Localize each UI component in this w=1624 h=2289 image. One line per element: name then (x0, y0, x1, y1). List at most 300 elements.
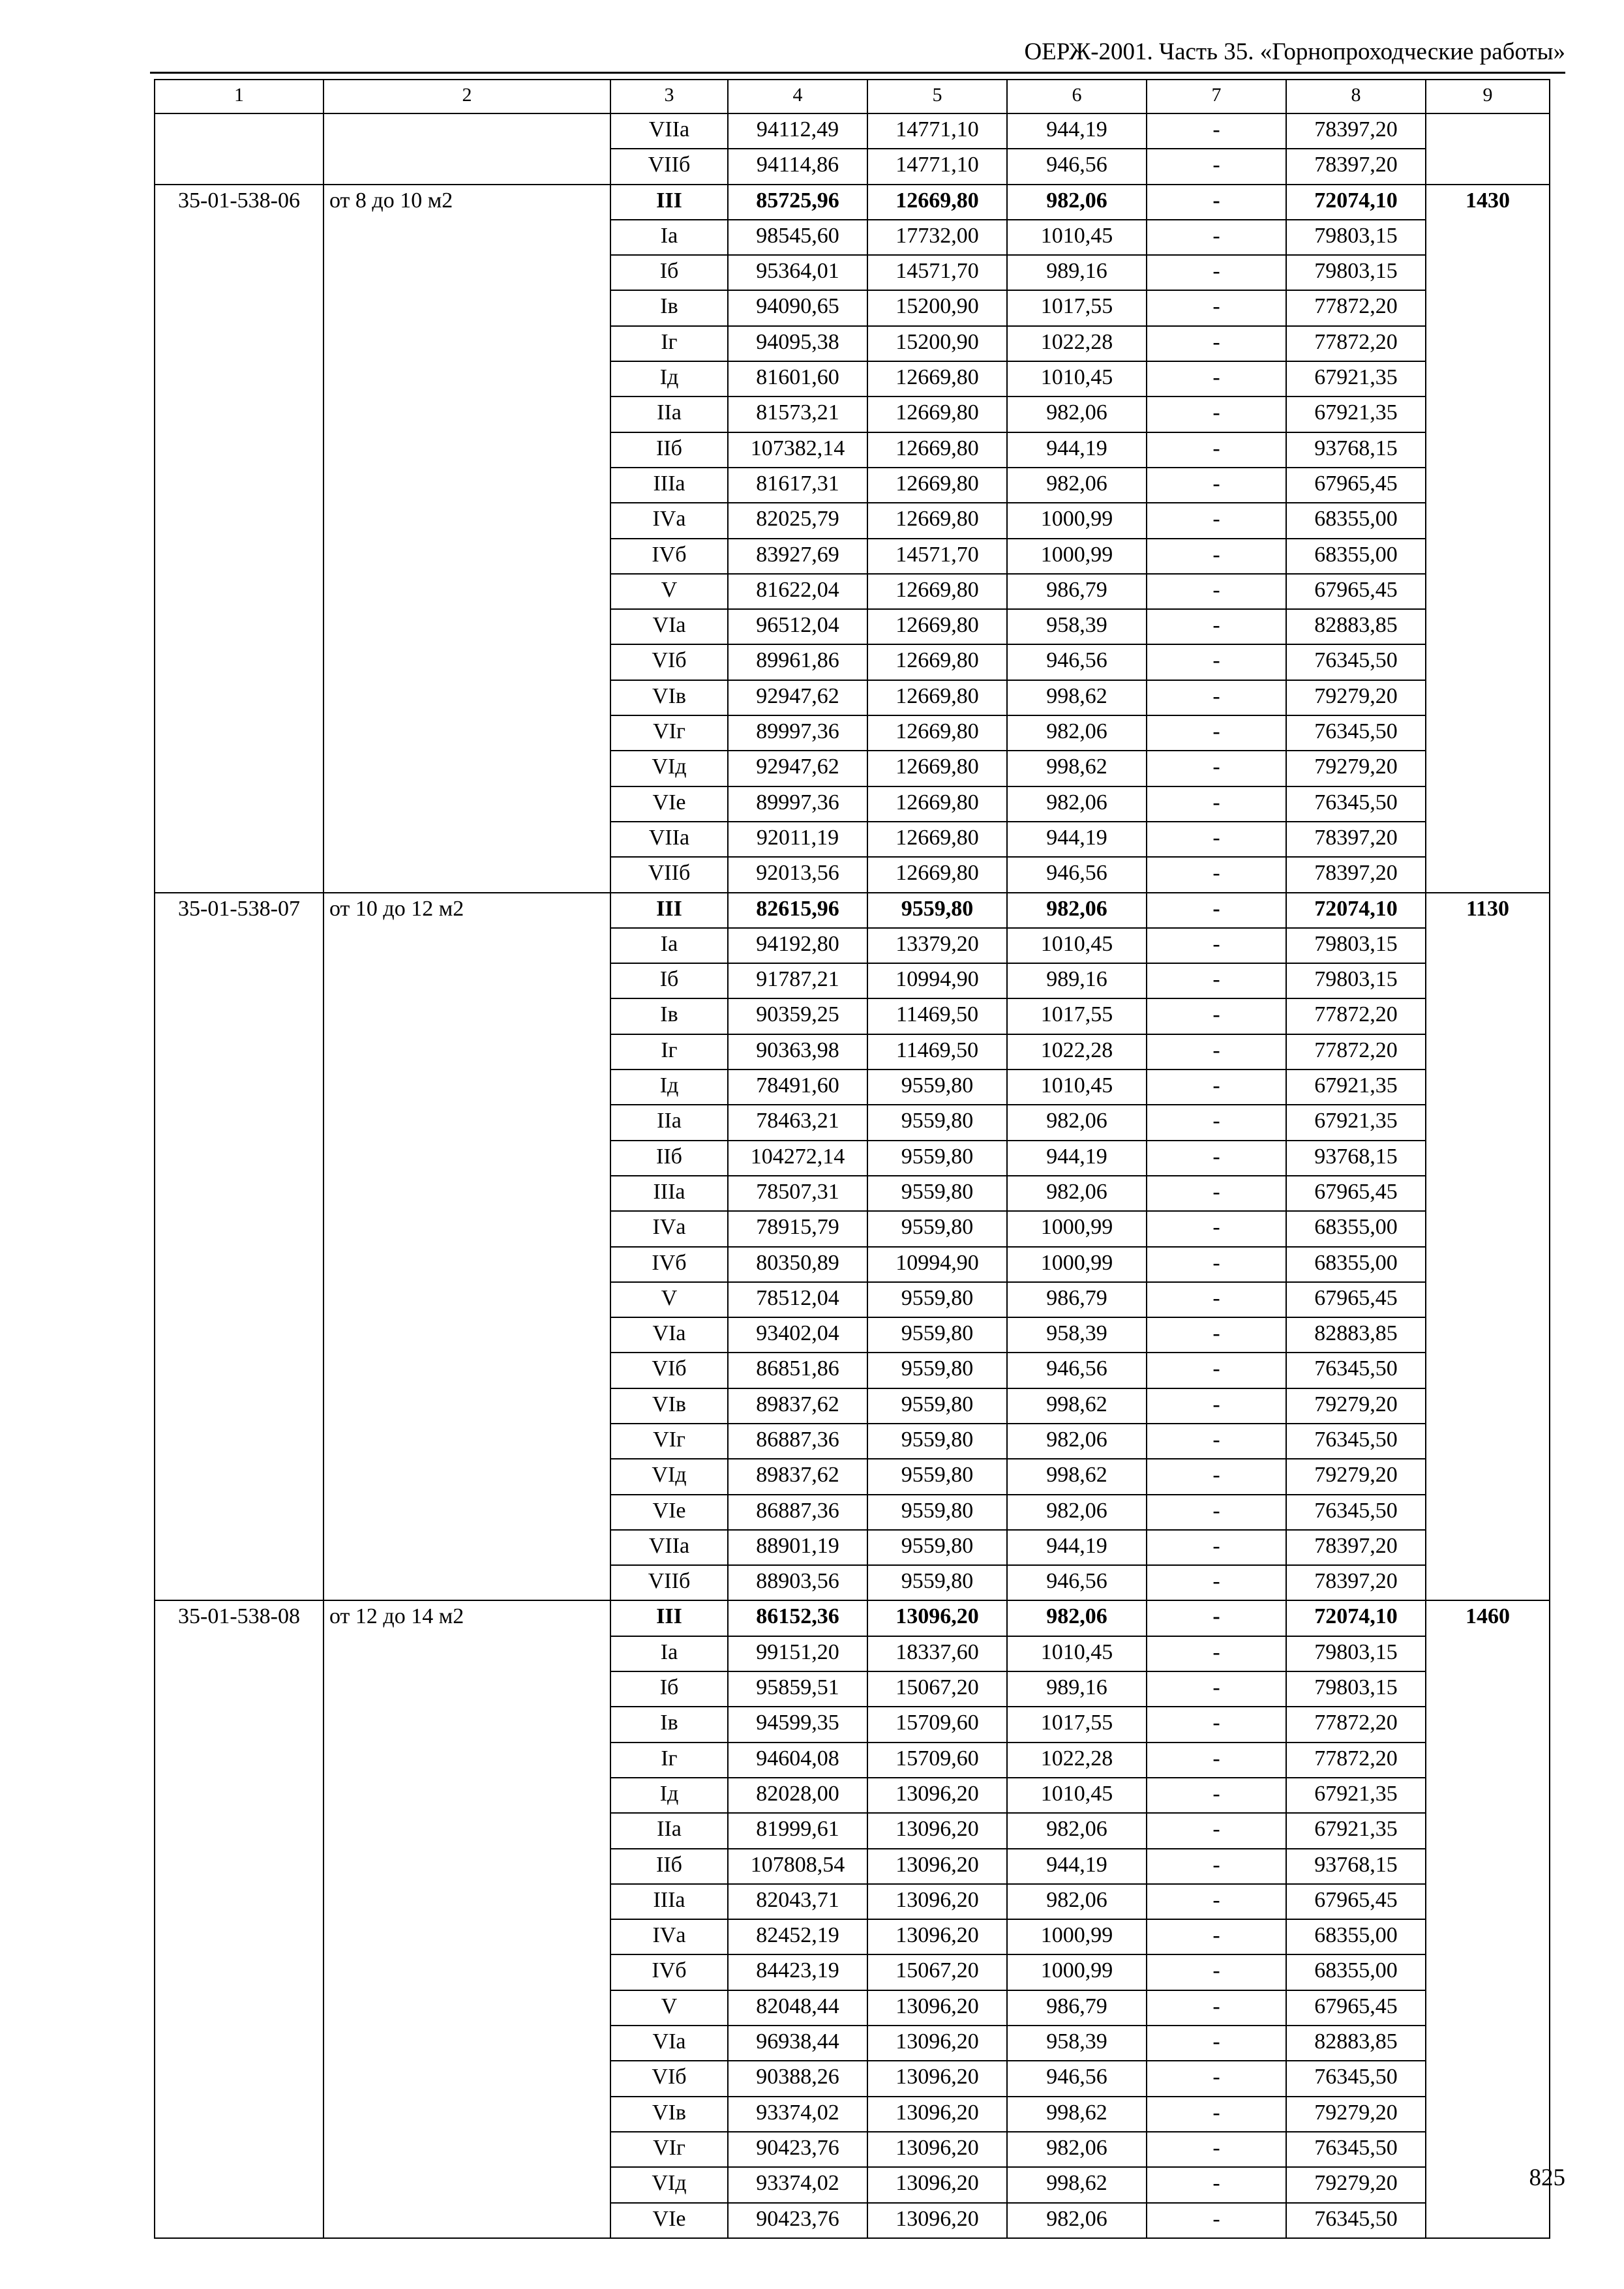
operator-wage-cell: - (1147, 1105, 1286, 1140)
category-cell: Iг (610, 326, 728, 361)
category-cell: VIг (610, 715, 728, 751)
operator-wage-cell: - (1147, 1530, 1286, 1565)
category-cell: Iб (610, 1671, 728, 1707)
operator-wage-cell: - (1147, 113, 1286, 149)
total-cost-cell: 98545,60 (728, 220, 867, 255)
category-cell: Iб (610, 963, 728, 998)
wage-cell: 15067,20 (867, 1954, 1007, 1990)
category-cell: Iб (610, 255, 728, 290)
materials-cost-cell: 79803,15 (1286, 255, 1426, 290)
machine-cost-cell: 946,56 (1007, 857, 1147, 892)
operator-wage-cell: - (1147, 574, 1286, 609)
materials-cost-cell: 76345,50 (1286, 1424, 1426, 1459)
machine-cost-cell: 982,06 (1007, 1884, 1147, 1919)
materials-cost-cell: 68355,00 (1286, 1954, 1426, 1990)
category-cell: V (610, 1990, 728, 2026)
category-cell: Iг (610, 1743, 728, 1778)
materials-cost-cell: 79279,20 (1286, 751, 1426, 786)
total-cost-cell: 86887,36 (728, 1495, 867, 1530)
wage-cell: 18337,60 (867, 1636, 1007, 1671)
category-cell: IVа (610, 503, 728, 538)
total-cost-cell: 78463,21 (728, 1105, 867, 1140)
operator-wage-cell: - (1147, 290, 1286, 325)
wage-cell: 9559,80 (867, 1565, 1007, 1600)
total-cost-cell: 107808,54 (728, 1849, 867, 1884)
total-cost-cell: 86887,36 (728, 1424, 867, 1459)
materials-cost-cell: 79803,15 (1286, 928, 1426, 963)
wage-cell: 9559,80 (867, 1424, 1007, 1459)
total-cost-cell: 94114,86 (728, 149, 867, 184)
labor-cost-cell: 1460 (1426, 1600, 1550, 2237)
total-cost-cell: 86152,36 (728, 1600, 867, 1636)
table-row (155, 1600, 1550, 1636)
machine-cost-cell: 946,56 (1007, 644, 1147, 680)
wage-cell: 10994,90 (867, 1247, 1007, 1282)
category-cell: VIд (610, 751, 728, 786)
category-cell: VIIа (610, 113, 728, 149)
total-cost-cell: 89997,36 (728, 786, 867, 822)
operator-wage-cell: - (1147, 185, 1286, 220)
rate-code-cell: 35-01-538-07 (155, 893, 323, 1601)
machine-cost-cell: 1017,55 (1007, 290, 1147, 325)
materials-cost-cell: 77872,20 (1286, 290, 1426, 325)
wage-cell: 13096,20 (867, 1600, 1007, 1636)
machine-cost-cell: 944,19 (1007, 1141, 1147, 1176)
total-cost-cell: 93374,02 (728, 2167, 867, 2202)
category-cell: VIа (610, 1317, 728, 1353)
wage-cell: 13096,20 (867, 1778, 1007, 1813)
total-cost-cell: 82028,00 (728, 1778, 867, 1813)
operator-wage-cell: - (1147, 751, 1286, 786)
wage-cell: 12669,80 (867, 396, 1007, 432)
rate-code-cell: 35-01-538-06 (155, 185, 323, 893)
materials-cost-cell: 68355,00 (1286, 1211, 1426, 1246)
operator-wage-cell: - (1147, 1353, 1286, 1388)
total-cost-cell: 92947,62 (728, 751, 867, 786)
category-cell: VIд (610, 1459, 728, 1494)
wage-cell: 12669,80 (867, 574, 1007, 609)
operator-wage-cell: - (1147, 857, 1286, 892)
machine-cost-cell: 944,19 (1007, 113, 1147, 149)
machine-cost-cell: 944,19 (1007, 432, 1147, 468)
machine-cost-cell: 958,39 (1007, 2026, 1147, 2061)
materials-cost-cell: 67965,45 (1286, 1990, 1426, 2026)
total-cost-cell: 81999,61 (728, 1813, 867, 1848)
wage-cell: 15709,60 (867, 1743, 1007, 1778)
operator-wage-cell: - (1147, 220, 1286, 255)
wage-cell: 9559,80 (867, 1317, 1007, 1353)
category-cell: Iа (610, 928, 728, 963)
category-cell: Iд (610, 1778, 728, 1813)
operator-wage-cell: - (1147, 539, 1286, 574)
materials-cost-cell: 67921,35 (1286, 1778, 1426, 1813)
operator-wage-cell: - (1147, 1743, 1286, 1778)
machine-cost-cell: 998,62 (1007, 2097, 1147, 2132)
wage-cell: 13096,20 (867, 1884, 1007, 1919)
total-cost-cell: 84423,19 (728, 1954, 867, 1990)
materials-cost-cell: 77872,20 (1286, 998, 1426, 1034)
operator-wage-cell: - (1147, 998, 1286, 1034)
materials-cost-cell: 68355,00 (1286, 539, 1426, 574)
operator-wage-cell: - (1147, 963, 1286, 998)
operator-wage-cell: - (1147, 2167, 1286, 2202)
total-cost-cell: 96938,44 (728, 2026, 867, 2061)
category-cell: VIе (610, 786, 728, 822)
table-row (155, 113, 1550, 149)
operator-wage-cell: - (1147, 1141, 1286, 1176)
wage-cell: 12669,80 (867, 609, 1007, 644)
category-cell: VIг (610, 1424, 728, 1459)
total-cost-cell: 104272,14 (728, 1141, 867, 1176)
total-cost-cell: 92011,19 (728, 822, 867, 857)
operator-wage-cell: - (1147, 149, 1286, 184)
total-cost-cell: 90423,76 (728, 2132, 867, 2167)
wage-cell: 10994,90 (867, 963, 1007, 998)
operator-wage-cell: - (1147, 2061, 1286, 2096)
category-cell: IVб (610, 539, 728, 574)
total-cost-cell: 94090,65 (728, 290, 867, 325)
machine-cost-cell: 1000,99 (1007, 503, 1147, 538)
table-body (155, 113, 1550, 2238)
machine-cost-cell: 944,19 (1007, 822, 1147, 857)
wage-cell: 12669,80 (867, 503, 1007, 538)
machine-cost-cell: 1017,55 (1007, 998, 1147, 1034)
table-row (155, 893, 1550, 928)
category-cell: VIе (610, 2203, 728, 2238)
total-cost-cell: 92013,56 (728, 857, 867, 892)
wage-cell: 9559,80 (867, 893, 1007, 928)
wage-cell: 9559,80 (867, 1530, 1007, 1565)
category-cell: IIб (610, 432, 728, 468)
operator-wage-cell: - (1147, 396, 1286, 432)
materials-cost-cell: 77872,20 (1286, 326, 1426, 361)
total-cost-cell: 81573,21 (728, 396, 867, 432)
total-cost-cell: 89997,36 (728, 715, 867, 751)
column-number-row (155, 80, 1550, 113)
operator-wage-cell: - (1147, 928, 1286, 963)
wage-cell: 15067,20 (867, 1671, 1007, 1707)
operator-wage-cell: - (1147, 1954, 1286, 1990)
category-cell: VIв (610, 680, 728, 715)
total-cost-cell: 82048,44 (728, 1990, 867, 2026)
total-cost-cell: 92947,62 (728, 680, 867, 715)
rate-description-cell: от 12 до 14 м2 (323, 1600, 610, 2237)
machine-cost-cell: 1010,45 (1007, 220, 1147, 255)
machine-cost-cell: 982,06 (1007, 893, 1147, 928)
total-cost-cell: 90423,76 (728, 2203, 867, 2238)
machine-cost-cell: 946,56 (1007, 149, 1147, 184)
materials-cost-cell: 67965,45 (1286, 1176, 1426, 1211)
category-cell: Iа (610, 1636, 728, 1671)
materials-cost-cell: 79803,15 (1286, 220, 1426, 255)
operator-wage-cell: - (1147, 1671, 1286, 1707)
materials-cost-cell: 77872,20 (1286, 1034, 1426, 1070)
wage-cell: 9559,80 (867, 1070, 1007, 1105)
category-cell: IIIа (610, 1884, 728, 1919)
machine-cost-cell: 982,06 (1007, 185, 1147, 220)
operator-wage-cell: - (1147, 1849, 1286, 1884)
operator-wage-cell: - (1147, 1600, 1286, 1636)
materials-cost-cell: 67921,35 (1286, 1105, 1426, 1140)
operator-wage-cell: - (1147, 2097, 1286, 2132)
category-cell: IIа (610, 396, 728, 432)
wage-cell: 13096,20 (867, 2167, 1007, 2202)
machine-cost-cell: 998,62 (1007, 1459, 1147, 1494)
materials-cost-cell: 68355,00 (1286, 503, 1426, 538)
wage-cell: 9559,80 (867, 1141, 1007, 1176)
machine-cost-cell: 1000,99 (1007, 1247, 1147, 1282)
category-cell: VIд (610, 2167, 728, 2202)
wage-cell: 12669,80 (867, 751, 1007, 786)
wage-cell: 12669,80 (867, 185, 1007, 220)
wage-cell: 12669,80 (867, 644, 1007, 680)
machine-cost-cell: 998,62 (1007, 1388, 1147, 1424)
category-cell: VIе (610, 1495, 728, 1530)
machine-cost-cell: 1017,55 (1007, 1707, 1147, 1742)
materials-cost-cell: 79803,15 (1286, 1671, 1426, 1707)
column-number: 8 (1286, 80, 1426, 113)
column-number: 5 (867, 80, 1007, 113)
total-cost-cell: 78507,31 (728, 1176, 867, 1211)
machine-cost-cell: 982,06 (1007, 1424, 1147, 1459)
machine-cost-cell: 986,79 (1007, 1990, 1147, 2026)
wage-cell: 17732,00 (867, 220, 1007, 255)
category-cell: VIIб (610, 149, 728, 184)
machine-cost-cell: 946,56 (1007, 1565, 1147, 1600)
machine-cost-cell: 1010,45 (1007, 1070, 1147, 1105)
category-cell: Iа (610, 220, 728, 255)
operator-wage-cell: - (1147, 715, 1286, 751)
machine-cost-cell: 998,62 (1007, 751, 1147, 786)
header-rule (150, 72, 1565, 74)
operator-wage-cell: - (1147, 2026, 1286, 2061)
materials-cost-cell: 77872,20 (1286, 1743, 1426, 1778)
machine-cost-cell: 958,39 (1007, 609, 1147, 644)
operator-wage-cell: - (1147, 2203, 1286, 2238)
operator-wage-cell: - (1147, 1388, 1286, 1424)
wage-cell: 9559,80 (867, 1211, 1007, 1246)
wage-cell: 12669,80 (867, 786, 1007, 822)
total-cost-cell: 90363,98 (728, 1034, 867, 1070)
materials-cost-cell: 67965,45 (1286, 468, 1426, 503)
table-row (155, 185, 1550, 220)
category-cell: IVб (610, 1247, 728, 1282)
machine-cost-cell: 982,06 (1007, 1813, 1147, 1848)
materials-cost-cell: 79279,20 (1286, 2097, 1426, 2132)
category-cell: VIа (610, 2026, 728, 2061)
machine-cost-cell: 1022,28 (1007, 326, 1147, 361)
machine-cost-cell: 982,06 (1007, 715, 1147, 751)
wage-cell: 13096,20 (867, 2097, 1007, 2132)
total-cost-cell: 85725,96 (728, 185, 867, 220)
column-number: 6 (1007, 80, 1147, 113)
total-cost-cell: 81601,60 (728, 361, 867, 396)
materials-cost-cell: 79279,20 (1286, 680, 1426, 715)
wage-cell: 12669,80 (867, 680, 1007, 715)
operator-wage-cell: - (1147, 786, 1286, 822)
wage-cell: 12669,80 (867, 468, 1007, 503)
materials-cost-cell: 79803,15 (1286, 1636, 1426, 1671)
total-cost-cell: 86851,86 (728, 1353, 867, 1388)
machine-cost-cell: 982,06 (1007, 2132, 1147, 2167)
machine-cost-cell: 982,06 (1007, 1105, 1147, 1140)
wage-cell: 13096,20 (867, 1849, 1007, 1884)
category-cell: VIб (610, 1353, 728, 1388)
category-cell: VIв (610, 1388, 728, 1424)
materials-cost-cell: 78397,20 (1286, 857, 1426, 892)
column-number: 1 (155, 80, 323, 113)
materials-cost-cell: 93768,15 (1286, 1141, 1426, 1176)
category-cell: VIв (610, 2097, 728, 2132)
total-cost-cell: 88901,19 (728, 1530, 867, 1565)
materials-cost-cell: 67921,35 (1286, 396, 1426, 432)
materials-cost-cell: 77872,20 (1286, 1707, 1426, 1742)
machine-cost-cell: 1010,45 (1007, 1778, 1147, 1813)
machine-cost-cell: 998,62 (1007, 680, 1147, 715)
category-cell: IVа (610, 1919, 728, 1954)
operator-wage-cell: - (1147, 468, 1286, 503)
machine-cost-cell: 1000,99 (1007, 1919, 1147, 1954)
operator-wage-cell: - (1147, 1636, 1286, 1671)
operator-wage-cell: - (1147, 361, 1286, 396)
materials-cost-cell: 72074,10 (1286, 893, 1426, 928)
total-cost-cell: 81617,31 (728, 468, 867, 503)
total-cost-cell: 89837,62 (728, 1388, 867, 1424)
wage-cell: 14571,70 (867, 539, 1007, 574)
materials-cost-cell: 79279,20 (1286, 1459, 1426, 1494)
operator-wage-cell: - (1147, 255, 1286, 290)
category-cell: Iв (610, 1707, 728, 1742)
wage-cell: 15709,60 (867, 1707, 1007, 1742)
materials-cost-cell: 72074,10 (1286, 185, 1426, 220)
total-cost-cell: 107382,14 (728, 432, 867, 468)
total-cost-cell: 82025,79 (728, 503, 867, 538)
total-cost-cell: 94604,08 (728, 1743, 867, 1778)
wage-cell: 15200,90 (867, 290, 1007, 325)
materials-cost-cell: 78397,20 (1286, 822, 1426, 857)
wage-cell: 13096,20 (867, 2132, 1007, 2167)
materials-cost-cell: 78397,20 (1286, 1565, 1426, 1600)
rate-code-cell (155, 113, 323, 185)
machine-cost-cell: 1000,99 (1007, 1211, 1147, 1246)
machine-cost-cell: 1000,99 (1007, 539, 1147, 574)
operator-wage-cell: - (1147, 1495, 1286, 1530)
category-cell: VIб (610, 644, 728, 680)
machine-cost-cell: 989,16 (1007, 963, 1147, 998)
materials-cost-cell: 67965,45 (1286, 1282, 1426, 1317)
column-number: 9 (1426, 80, 1550, 113)
operator-wage-cell: - (1147, 1707, 1286, 1742)
operator-wage-cell: - (1147, 1176, 1286, 1211)
wage-cell: 13096,20 (867, 2061, 1007, 2096)
machine-cost-cell: 986,79 (1007, 1282, 1147, 1317)
operator-wage-cell: - (1147, 1034, 1286, 1070)
operator-wage-cell: - (1147, 644, 1286, 680)
category-cell: VIа (610, 609, 728, 644)
operator-wage-cell: - (1147, 1459, 1286, 1494)
machine-cost-cell: 982,06 (1007, 468, 1147, 503)
total-cost-cell: 95364,01 (728, 255, 867, 290)
machine-cost-cell: 1022,28 (1007, 1743, 1147, 1778)
wage-cell: 14771,10 (867, 149, 1007, 184)
category-cell: VIIа (610, 822, 728, 857)
total-cost-cell: 93374,02 (728, 2097, 867, 2132)
materials-cost-cell: 78397,20 (1286, 1530, 1426, 1565)
total-cost-cell: 82615,96 (728, 893, 867, 928)
category-cell: IIIа (610, 468, 728, 503)
operator-wage-cell: - (1147, 1317, 1286, 1353)
total-cost-cell: 82043,71 (728, 1884, 867, 1919)
column-number: 4 (728, 80, 867, 113)
operator-wage-cell: - (1147, 1565, 1286, 1600)
category-cell: IVа (610, 1211, 728, 1246)
wage-cell: 9559,80 (867, 1353, 1007, 1388)
materials-cost-cell: 78397,20 (1286, 113, 1426, 149)
operator-wage-cell: - (1147, 680, 1286, 715)
page-header: ОЕРЖ-2001. Часть 35. «Горнопроходческие работы» (1024, 38, 1565, 65)
machine-cost-cell: 1010,45 (1007, 1636, 1147, 1671)
machine-cost-cell: 998,62 (1007, 2167, 1147, 2202)
wage-cell: 9559,80 (867, 1176, 1007, 1211)
category-cell: VIIб (610, 857, 728, 892)
total-cost-cell: 95859,51 (728, 1671, 867, 1707)
total-cost-cell: 88903,56 (728, 1565, 867, 1600)
materials-cost-cell: 72074,10 (1286, 1600, 1426, 1636)
total-cost-cell: 91787,21 (728, 963, 867, 998)
operator-wage-cell: - (1147, 1282, 1286, 1317)
operator-wage-cell: - (1147, 822, 1286, 857)
total-cost-cell: 99151,20 (728, 1636, 867, 1671)
total-cost-cell: 89837,62 (728, 1459, 867, 1494)
materials-cost-cell: 76345,50 (1286, 2132, 1426, 2167)
wage-cell: 9559,80 (867, 1459, 1007, 1494)
category-cell: Iг (610, 1034, 728, 1070)
category-cell: Iд (610, 1070, 728, 1105)
operator-wage-cell: - (1147, 503, 1286, 538)
wage-cell: 9559,80 (867, 1388, 1007, 1424)
category-cell: III (610, 1600, 728, 1636)
labor-cost-cell: 1430 (1426, 185, 1550, 893)
category-cell: V (610, 574, 728, 609)
wage-cell: 12669,80 (867, 822, 1007, 857)
category-cell: III (610, 893, 728, 928)
category-cell: VIIа (610, 1530, 728, 1565)
wage-cell: 9559,80 (867, 1282, 1007, 1317)
operator-wage-cell: - (1147, 1884, 1286, 1919)
wage-cell: 14771,10 (867, 113, 1007, 149)
total-cost-cell: 90359,25 (728, 998, 867, 1034)
category-cell: IIа (610, 1105, 728, 1140)
column-number: 3 (610, 80, 728, 113)
total-cost-cell: 96512,04 (728, 609, 867, 644)
wage-cell: 12669,80 (867, 857, 1007, 892)
materials-cost-cell: 76345,50 (1286, 2203, 1426, 2238)
total-cost-cell: 78512,04 (728, 1282, 867, 1317)
materials-cost-cell: 93768,15 (1286, 1849, 1426, 1884)
machine-cost-cell: 982,06 (1007, 396, 1147, 432)
category-cell: IIб (610, 1141, 728, 1176)
wage-cell: 14571,70 (867, 255, 1007, 290)
materials-cost-cell: 79279,20 (1286, 2167, 1426, 2202)
machine-cost-cell: 989,16 (1007, 1671, 1147, 1707)
machine-cost-cell: 944,19 (1007, 1849, 1147, 1884)
operator-wage-cell: - (1147, 1211, 1286, 1246)
total-cost-cell: 89961,86 (728, 644, 867, 680)
materials-cost-cell: 76345,50 (1286, 2061, 1426, 2096)
wage-cell: 13096,20 (867, 2026, 1007, 2061)
category-cell: IIб (610, 1849, 728, 1884)
operator-wage-cell: - (1147, 609, 1286, 644)
